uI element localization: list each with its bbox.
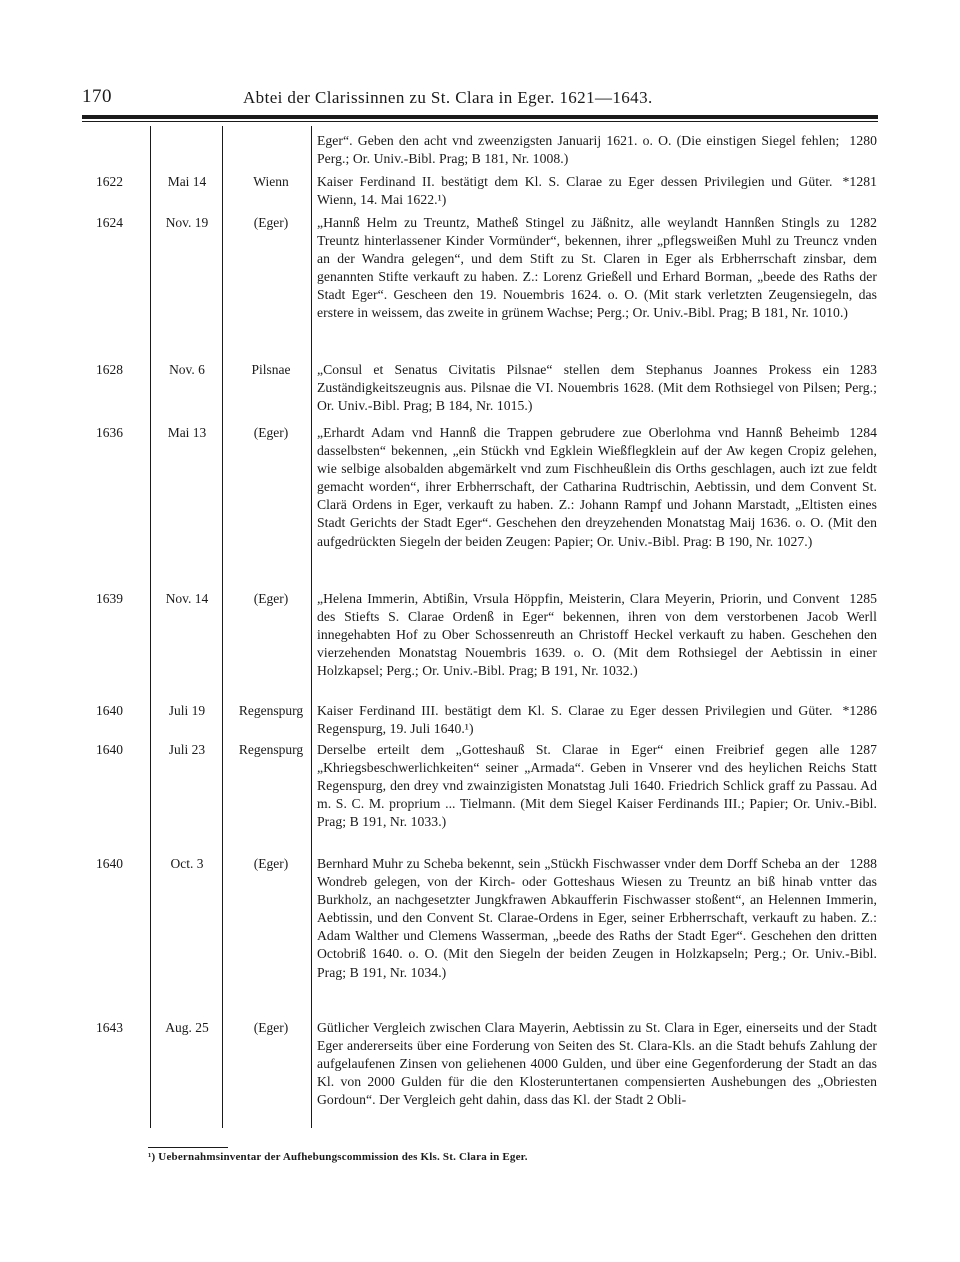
entry-date: Mai 13 [167, 425, 207, 440]
entry-date: Nov. 14 [165, 591, 209, 606]
entry-year: 1624 [96, 215, 123, 230]
entry-year: 1636 [96, 425, 123, 440]
entry-number: *1281 [842, 174, 877, 189]
entry-number: 1283 [849, 362, 877, 377]
entry-place: (Eger) [253, 425, 289, 440]
entry-text: „Consul et Senatus Civitatis Pilsnae“ stellen dem Stephanus Joannes Prokess ein Zuständigkeitszeugnis aus. Pilsnae die VI. Nouembris 1628. (Mit dem Rothsiegel von Pilsen; Perg.; Or. Univ.-Bibl. Prag; B 184, Nr. 1015.) [317, 362, 877, 414]
entry-text: Kaiser Ferdinand III. bestätigt dem Kl. S. Clarae zu Eger dessen Privilegien und Güter. Regenspurg, 19. Juli 1640.¹) [317, 703, 833, 737]
entry-text: Derselbe erteilt dem „Gotteshauß St. Clarae in Eger“ einen Freibrief gegen alle „Khriegsbeschwerlichkeiten“ seiner „Armada“. Geben in Vnserer vnd des heylichen Reichs Statt Regenspurg, den drey vnd zwainzigisten Monatstag Juli 1640. Friedrich Schlick graff zu Passau. Ad m. S. C. M. proprium ... Tielmann. (Mit dem Siegel Kaiser Ferdinands III.; Papier; Or. Univ.-Bibl. Prag; B 191, Nr. 1033.) [317, 742, 877, 830]
entry-place: Wienn [253, 174, 289, 189]
entry-number: *1286 [842, 703, 877, 718]
entry-year: 1640 [96, 703, 123, 718]
entry-place: (Eger) [253, 856, 289, 871]
entry-date: Nov. 6 [169, 362, 205, 377]
entry-date: Oct. 3 [170, 856, 204, 871]
entry-text: „Helena Immerin, Abtißin, Vrsula Höppfin, Meisterin, Clara Meyerin, Priorin, und Convent des Stiefts S. Clarae Ordenß in Eger“ bekennen, ihren von dem verstorbenen Jacob Werll innegehabten Hof zu Ober Schossenreuth an Christoff Heckel verkauft zu haben. Geschehen den vierzehenden Monatstag Nouembris 1639. o. O. (Mit dem Rothsiegel der Aebtissin in einer Holzkapsel; Perg.; Or. Univ.-Bibl. Prag; B 191, Nr. 1032.) [317, 591, 877, 679]
entry-text: „Erhardt Adam vnd Hannß die Trappen gebrudere zue Oberlohma vnd Hannß Beheimb dasselbsten“ bekennen, „ein Stückh vnd Egklein Wießflegklein auf der Aw kegen Cropiz gelehen, wie selbige alsobalden abgemärkelt vnd zum Fischheußlein dis Orths geschlagen, auch izt zue feldt gemacht worden“, ihrer Erbherrschaft, der Catharina Rudtrischin, Aebtissin, und dem Convent St. Clarä Ordens in Eger, verkauft zu haben. Z.: Johann Rampf und Johann Marstadt, „Eltisten eines Stadt Gerichts der Stadt Eger“. Geschehen den dreyzehenden Monatstag Maij 1636. o. O. (Mit den aufgedrückten Siegeln der beiden Zeugen: Papier; Or. Univ.-Bibl. Prag: B 190, Nr. 1027.) [317, 425, 877, 549]
entry-number: 1280 [849, 133, 877, 148]
entry-text: Kaiser Ferdinand II. bestätigt dem Kl. S. Clarae zu Eger dessen Privilegien und Güter. Wienn, 14. Mai 1622.¹) [317, 174, 833, 208]
entry-year: 1639 [96, 591, 123, 606]
entry-place: (Eger) [253, 1020, 289, 1035]
entry-year: 1643 [96, 1020, 123, 1035]
entry-date: Aug. 25 [165, 1020, 209, 1035]
entry-date: Nov. 19 [165, 215, 209, 230]
entry-text: „Hannß Helm zu Treuntz, Matheß Stingel zu Jäßnitz, alle weylandt Hannßen Stingls zu Treuntz hinterlassener Kinder Vormünder“, bekennen, ihrer „pflegsweißen Muhl zu Treuncz vnden an der Wandra gelegen“, und dem Stift zu St. Claren in Eger als Erbherrschaft zinsbar, dem genannten Stifte verkauft zu haben. Z.: Lorenz Grießell und Erhard Borman, „beede des Raths der Stadt Eger“. Gescheen den 19. Nouembris 1624. o. O. (Mit stark verletzten Zeugensiegeln, das erstere in weissem, das zweite in grünem Wachse; Perg.; Or. Univ.-Bibl. Prag; B 181, Nr. 1010.) [317, 215, 877, 321]
page-number: 170 [82, 86, 112, 107]
entry-date: Juli 23 [168, 742, 206, 757]
header-rule-thick [82, 115, 878, 119]
entry-year: 1622 [96, 174, 123, 189]
entry-year: 1640 [96, 856, 123, 871]
entry-place: Pilsnae [251, 362, 291, 377]
running-title: Abtei der Clarissinnen zu St. Clara in Eger. 1621—1643. [243, 88, 653, 107]
entry-place: (Eger) [253, 215, 289, 230]
entry-number: 1282 [849, 215, 877, 230]
entry-number: 1284 [849, 425, 877, 440]
entry-text: Eger“. Geben den acht vnd zweenzigsten Januarij 1621. o. O. (Die einstigen Siegel fehlen; Perg.; Or. Univ.-Bibl. Prag; B 181, Nr. 1008.) [317, 133, 840, 167]
entry-year: 1640 [96, 742, 123, 757]
entry-text: Gütlicher Vergleich zwischen Clara Mayerin, Aebtissin zu St. Clara in Eger, einerseits und der Stadt Eger andererseits über eine Forderung von Seiten des St. Clara-Kls. an die Stadt behufs Zahlung der aufgelaufenen Zinsen von geliehenen 4000 Gulden, und über eine Gegenforderung der Stadt an das Kl. von 2000 Gulden für die den Klosteruntertanen compensierten Aushebungen des „Obriesten Gordoun“. Der Vergleich geht dahin, dass das Kl. der Stadt 2 Obli- [317, 1020, 877, 1108]
column-divider [222, 126, 223, 1128]
entry-place: Regenspurg [238, 742, 304, 757]
entry-place: (Eger) [253, 591, 289, 606]
entry-date: Mai 14 [167, 174, 207, 189]
entry-date: Juli 19 [168, 703, 206, 718]
entry-year: 1628 [96, 362, 123, 377]
footnote-rule [148, 1147, 228, 1148]
entry-place: Regenspurg [238, 703, 304, 718]
entry-number: 1288 [849, 856, 877, 871]
header-rule-thin [82, 121, 878, 122]
column-divider [150, 126, 151, 1128]
entry-number: 1285 [849, 591, 877, 606]
entry-number: 1287 [849, 742, 877, 757]
footnote: ¹) Uebernahmsinventar der Aufhebungscommission des Kls. St. Clara in Eger. [148, 1151, 528, 1163]
entry-text: Bernhard Muhr zu Scheba bekennt, sein „Stückh Fischwasser vnder dem Dorff Scheba an der Wondreb gelegen, von der Kirch- oder Gotteshaus Wiesen zu Treuntz an biß hinab vntter das Burkholz, an nachgesetzter Jungkfrawen Abkaufferin Fischwasser stoßent“, an Helennen Immerin, Aebtissin, und den Convent St. Clarae-Ordens in Eger, seiner Erbherrschaft, verkauft zu haben. Z.: Adam Walther und Clemens Wasserman, „beede des Raths der Stadt Eger“. Geschehen den dritten Octobriß 1640. o. O. (Mit den Siegeln der beiden Zeugen in Holzkapseln; Perg.; Or. Univ.-Bibl. Prag; B 191, Nr. 1034.) [317, 856, 877, 980]
column-divider [311, 126, 312, 1128]
